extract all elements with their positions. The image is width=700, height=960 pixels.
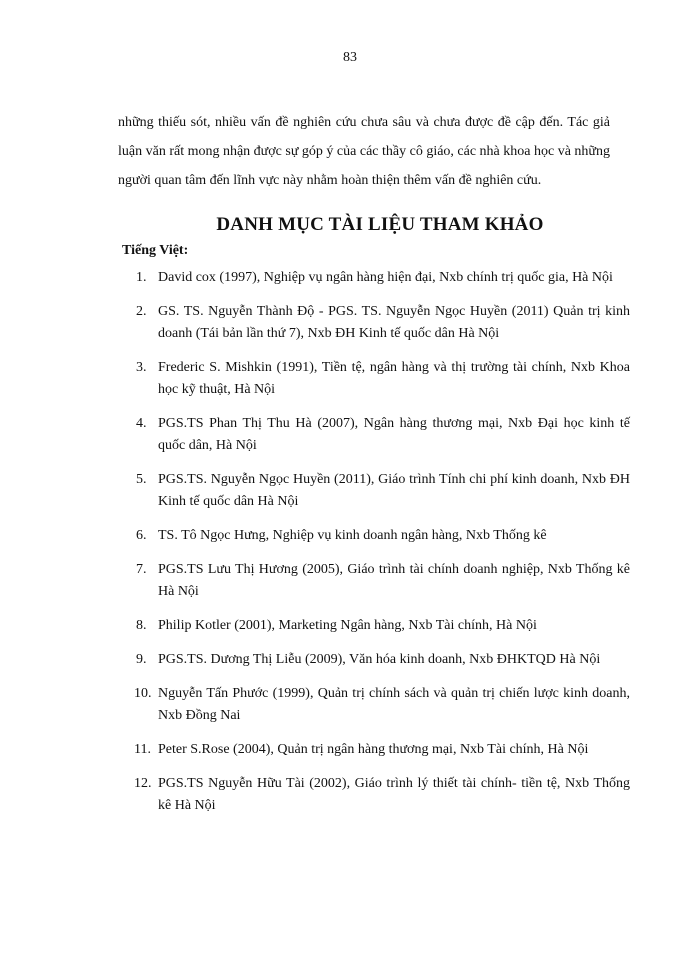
reference-number: 12. bbox=[134, 776, 152, 791]
reference-item bbox=[136, 357, 630, 401]
reference-text: TS. Tô Ngọc Hưng, Nghiệp vụ kinh doanh ngân hàng, Nxb Thống kê bbox=[158, 528, 547, 543]
reference-number: 3. bbox=[136, 360, 147, 375]
reference-number: 10. bbox=[134, 686, 152, 701]
section-heading-vietnamese: Tiếng Việt: bbox=[122, 243, 189, 258]
references-title: DANH MỤC TÀI LIỆU THAM KHẢO bbox=[216, 214, 544, 235]
reference-item bbox=[136, 559, 630, 603]
page-number: 83 bbox=[343, 50, 357, 65]
reference-text: PGS.TS. Dương Thị Liễu (2009), Văn hóa kinh doanh, Nxb ĐHKTQD Hà Nội bbox=[158, 652, 601, 667]
reference-number: 11. bbox=[134, 742, 151, 757]
reference-number: 4. bbox=[136, 416, 147, 431]
reference-text: Peter S.Rose (2004), Quản trị ngân hàng thương mại, Nxb Tài chính, Hà Nội bbox=[158, 742, 589, 757]
reference-number: 6. bbox=[136, 528, 147, 543]
reference-item bbox=[136, 649, 630, 671]
reference-text: PGS.TS Lưu Thị Hương (2005), Giáo trình tài chính doanh nghiệp, Nxb Thống kê Hà Nội bbox=[158, 562, 630, 599]
reference-text: PGS.TS Phan Thị Thu Hà (2007), Ngân hàng thương mại, Nxb Đại học kinh tế quốc dân, Hà Nội bbox=[158, 416, 630, 453]
reference-item bbox=[136, 469, 630, 513]
reference-item bbox=[136, 773, 630, 817]
reference-item bbox=[136, 525, 630, 547]
reference-text: David cox (1997), Nghiệp vụ ngân hàng hiện đại, Nxb chính trị quốc gia, Hà Nội bbox=[158, 270, 613, 285]
reference-number: 7. bbox=[136, 562, 147, 577]
reference-number: 1. bbox=[136, 270, 147, 285]
reference-number: 8. bbox=[136, 618, 147, 633]
reference-item bbox=[136, 267, 630, 289]
reference-item bbox=[136, 615, 630, 637]
reference-text: PGS.TS. Nguyễn Ngọc Huyền (2011), Giáo trình Tính chi phí kinh doanh, Nxb ĐH Kinh tế quốc dân Hà Nội bbox=[158, 472, 630, 509]
reference-text: GS. TS. Nguyễn Thành Độ - PGS. TS. Nguyễn Ngọc Huyền (2011) Quản trị kinh doanh (Tái bản lần thứ 7), Nxb ĐH Kinh tế quốc dân Hà Nội bbox=[158, 304, 630, 341]
reference-item bbox=[136, 413, 630, 457]
intro-paragraph: những thiếu sót, nhiều vấn đề nghiên cứu chưa sâu và chưa được đề cập đến. Tác giả luận văn rất mong nhận được sự góp ý của các thầy cô giáo, các nhà khoa học và những người quan tâm đến lĩnh vực này nhằm hoàn thiện thêm vấn đề nghiên cứu. bbox=[118, 115, 611, 188]
reference-number: 9. bbox=[136, 652, 147, 667]
reference-text: Philip Kotler (2001), Marketing Ngân hàng, Nxb Tài chính, Hà Nội bbox=[158, 618, 537, 633]
reference-text: Nguyễn Tấn Phước (1999), Quản trị chính sách và quản trị chiến lược kinh doanh, Nxb Đồng Nai bbox=[158, 686, 630, 723]
reference-text: Frederic S. Mishkin (1991), Tiền tệ, ngân hàng và thị trường tài chính, Nxb Khoa học kỹ thuật, Hà Nội bbox=[158, 360, 630, 397]
reference-number: 2. bbox=[136, 304, 147, 319]
reference-item bbox=[136, 683, 630, 727]
reference-item bbox=[136, 739, 630, 761]
reference-item bbox=[136, 301, 630, 345]
reference-number: 5. bbox=[136, 472, 147, 487]
reference-text: PGS.TS Nguyễn Hữu Tài (2002), Giáo trình lý thiết tài chính- tiền tệ, Nxb Thống kê Hà Nội bbox=[158, 776, 630, 813]
reference-list bbox=[136, 267, 630, 829]
